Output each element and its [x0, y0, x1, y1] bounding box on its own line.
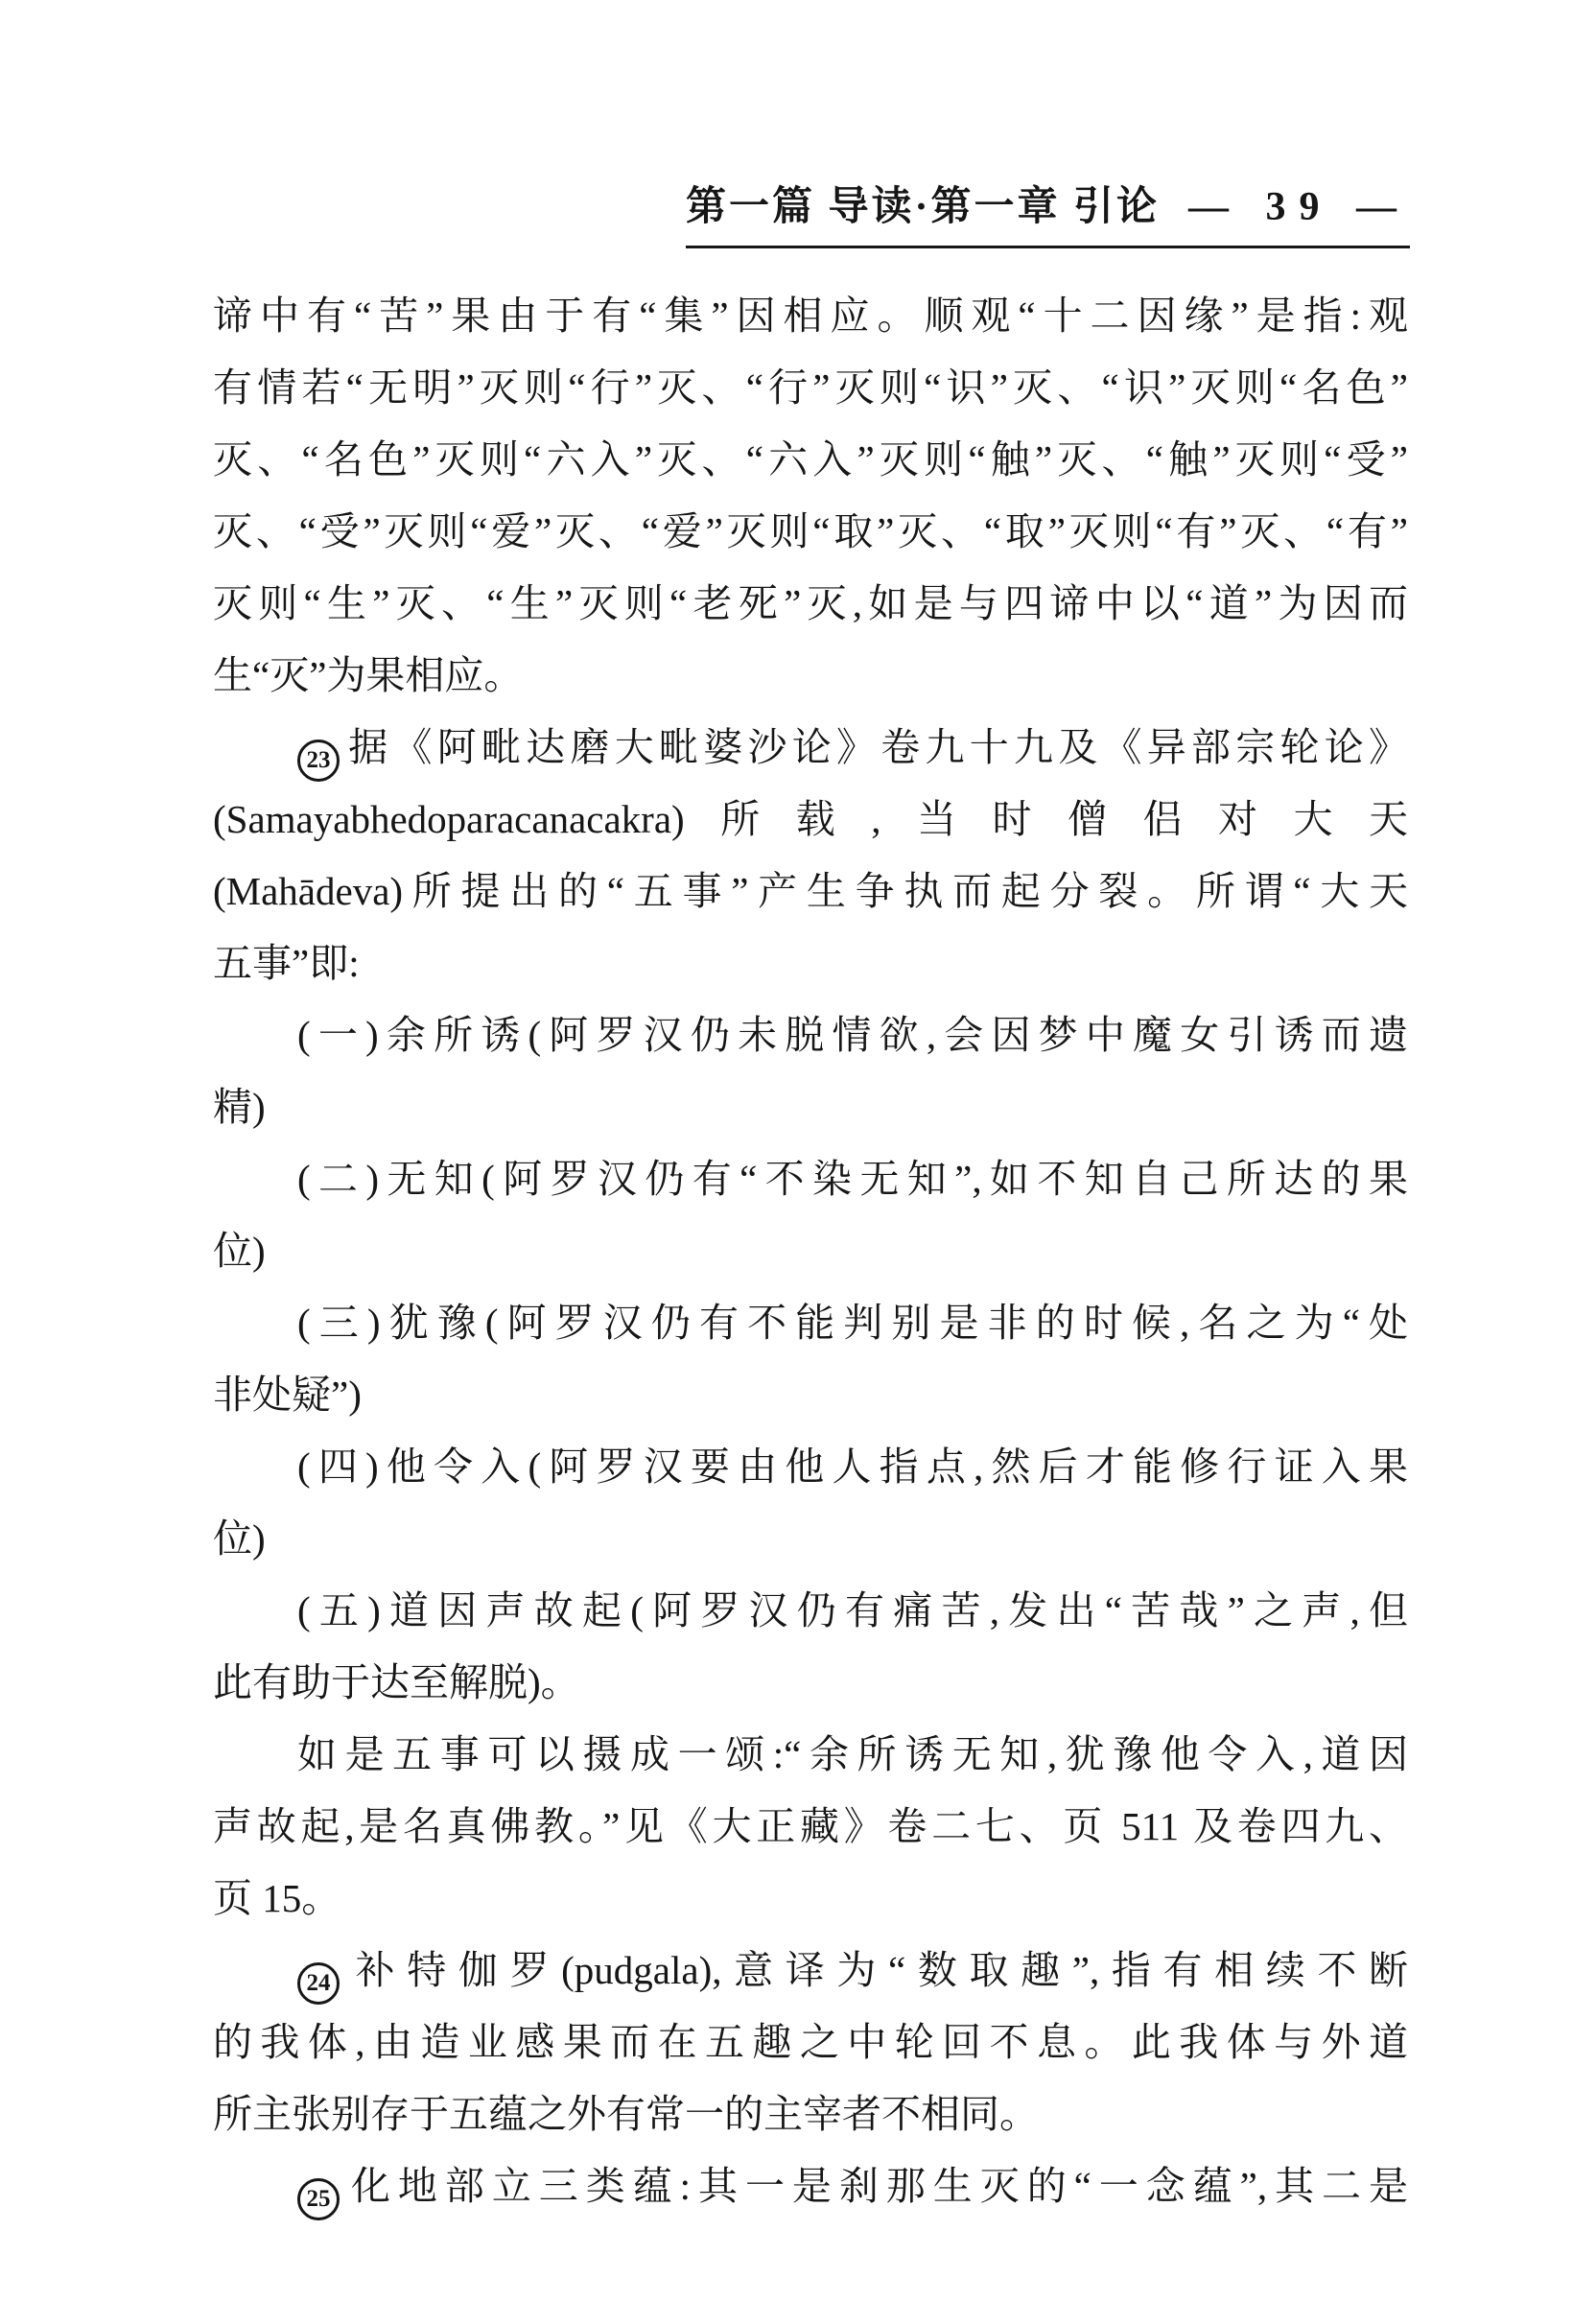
header-page-marker: — 39 —: [1188, 185, 1410, 229]
text-line: 23 据《阿毗达磨大毗婆沙论》卷九十九及《异部宗轮论》: [213, 712, 1408, 784]
circled-number: 25: [297, 2178, 340, 2220]
text-line: 灭、“名色”灭则“六入”灭、“六入”灭则“触”灭、“触”灭则“受”: [213, 437, 1408, 481]
text-line: 五事”即:: [213, 941, 360, 985]
text-line: 有情若“无明”灭则“行”灭、“行”灭则“识”灭、“识”灭则“名色”: [213, 365, 1408, 410]
text-line: 位): [213, 1516, 266, 1561]
text-line: 精): [213, 1085, 266, 1129]
text-line: 页 15。: [213, 1876, 341, 1920]
text-line: 生“灭”为果相应。: [213, 653, 524, 697]
text-line: 谛中有“苦”果由于有“集”因相应。顺观“十二因缘”是指:观: [213, 293, 1408, 338]
text-line: (一)余所诱(阿罗汉仍未脱情欲,会因梦中魔女引诱而遗: [297, 1013, 1408, 1057]
text-line: 24 补特伽罗(pudgala),意译为“数取趣”,指有相续不断: [213, 1935, 1408, 2007]
circled-number: 24: [297, 1962, 340, 2005]
text-line: (四)他令入(阿罗汉要由他人指点,然后才能修行证入果: [297, 1444, 1408, 1489]
text-line: (二)无知(阿罗汉仍有“不染无知”,如不知自己所达的果: [297, 1157, 1408, 1201]
text-line: 非处疑”): [213, 1373, 362, 1417]
header-section-title: 第一篇 导读·第一章 引论: [685, 185, 1160, 229]
text-line: 所主张别存于五蕴之外有常一的主宰者不相同。: [213, 2092, 1039, 2136]
text-line: (三)犹豫(阿罗汉仍有不能判别是非的时候,名之为“处: [297, 1301, 1408, 1345]
text-line: (Mahādeva)所提出的“五事”产生争执而起分裂。所谓“大天: [213, 869, 1408, 913]
running-header: [686, 175, 1410, 248]
page-body: [213, 280, 1408, 2222]
text-line: (Samayabhedoparacanacakra)所载,当时僧侣对大天: [213, 797, 1408, 841]
text-line: 声故起,是名真佛教。”见《大正藏》卷二七、页 511 及卷四九、: [213, 1804, 1408, 1848]
text-line: 的我体,由造业感果而在五趣之中轮回不息。此我体与外道: [213, 2020, 1408, 2064]
text-line: 如是五事可以摄成一颂:“余所诱无知,犹豫他令入,道因: [297, 1732, 1408, 1776]
circled-number: 23: [297, 740, 340, 782]
text-line: 灭则“生”灭、“生”灭则“老死”灭,如是与四谛中以“道”为因而: [213, 581, 1408, 625]
text-line: 此有助于达至解脱)。: [213, 1660, 580, 1704]
text-line: (五)道因声故起(阿罗汉仍有痛苦,发出“苦哉”之声,但: [297, 1588, 1408, 1632]
text-line: 25 化地部立三类蕴:其一是刹那生灭的“一念蕴”,其二是: [213, 2150, 1408, 2222]
text-line: 灭、“受”灭则“爱”灭、“爱”灭则“取”灭、“取”灭则“有”灭、“有”: [213, 509, 1408, 553]
text-line: 位): [213, 1229, 266, 1273]
